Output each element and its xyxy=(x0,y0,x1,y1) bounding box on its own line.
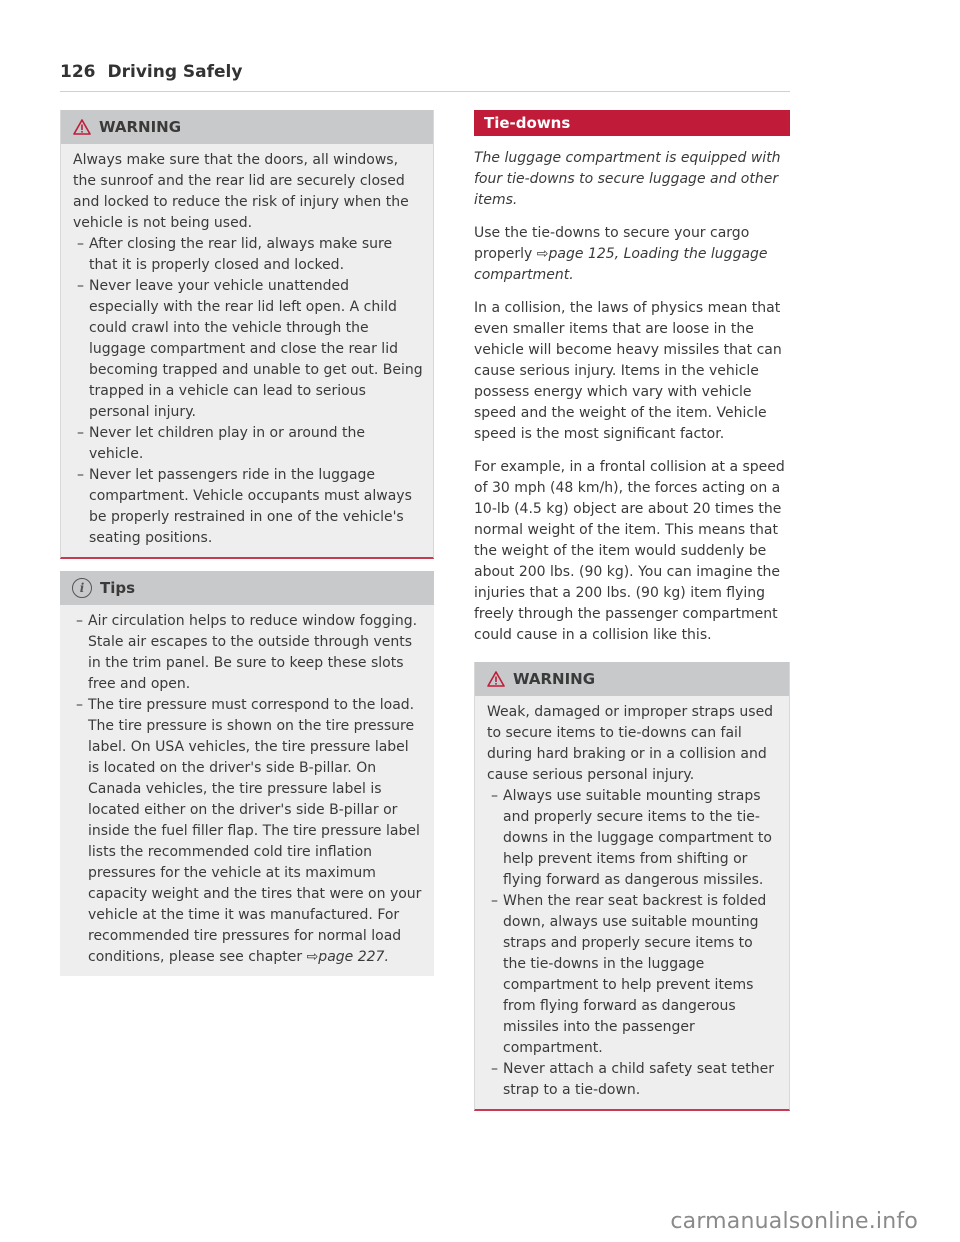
right-column xyxy=(474,110,790,1111)
watermark: carmanualsonline.info xyxy=(670,1209,918,1234)
warning-header xyxy=(475,662,789,696)
warning-header xyxy=(61,110,433,144)
list-item: – Never let passengers ride in the luggage compartment. Vehicle occupants must always be properly restrained in one of the vehicle's seating positions. xyxy=(73,465,423,549)
list-item: – Always use suitable mounting straps and properly secure items to the tie-downs in the luggage compartment to help prevent items from shifting or flying forward as dangerous missiles. xyxy=(487,786,779,891)
section-body xyxy=(474,148,790,646)
tips-item-text: The tire pressure must correspond to the load. The tire pressure is shown on the tire pressure label. On USA vehicles, the tire pressure label is located on the driver's side B-pillar. On Canada vehicles, the tire pressure label is located either on the driver's side B-pillar or inside the fuel filler flap. The tire pressure label lists the recommended cold tire inflation pressures for the vehicle at its maximum capacity weight and the tires that were on your vehicle at the time it was manufactured. For recommended tire pressures for normal load conditions, please see chapter xyxy=(88,697,422,965)
section-title: Tie-downs xyxy=(474,110,790,136)
list-item: – Never attach a child safety seat tether strap to a tie-down. xyxy=(487,1059,779,1101)
list-item: – After closing the rear lid, always make sure that it is properly closed and locked. xyxy=(73,234,423,276)
warning-list xyxy=(73,234,423,549)
warning-intro: Always make sure that the doors, all windows, the sunroof and the rear lid are securely closed and locked to reduce the risk of injury when the vehicle is not being used. xyxy=(73,152,409,231)
paragraph: In a collision, the laws of physics mean that even smaller items that are loose in the vehicle will become heavy missiles that can cause serious injury. Items in the vehicle possess energy which vary with vehicle speed and the weight of the item. Vehicle speed is the most significant factor. xyxy=(474,300,782,442)
paragraph: For example, in a frontal collision at a speed of 30 mph (48 km/h), the forces acting on a 10-lb (4.5 kg) object are about 20 times the normal weight of the item. This means that the weight of the item would suddenly be about 200 lbs. (90 kg). You can imagine the injuries that a 200 lbs. (90 kg) item flying freely through the passenger compartment could cause in a collision like this. xyxy=(474,459,785,643)
paragraph-text: Use the tie-downs to secure your cargo properly xyxy=(474,225,750,262)
paragraph xyxy=(474,223,790,286)
warning-body xyxy=(61,144,433,557)
warning-box-doors xyxy=(60,110,434,559)
left-column xyxy=(60,110,434,976)
tips-header xyxy=(60,571,434,605)
info-icon: i xyxy=(72,578,92,598)
tips-box xyxy=(60,571,434,976)
tips-body xyxy=(60,605,434,976)
warning-box-tie-downs xyxy=(474,662,790,1111)
lead-paragraph: The luggage compartment is equipped with four tie-downs to secure luggage and other items. xyxy=(474,150,781,208)
tips-title: Tips xyxy=(100,579,136,597)
list-item: – Never leave your vehicle unattended especially with the rear lid left open. A child could crawl into the vehicle through the luggage compartment and close the rear lid becoming trapped and unable to get out. Being trapped in a vehicle can lead to serious personal injury. xyxy=(73,276,423,423)
warning-triangle-icon xyxy=(487,671,505,687)
warning-triangle-icon xyxy=(73,119,91,135)
warning-title: WARNING xyxy=(513,670,596,688)
page-number: 126 xyxy=(60,62,96,82)
list-item: – Never let children play in or around the vehicle. xyxy=(73,423,423,465)
list-item: – Air circulation helps to reduce window fogging. Stale air escapes to the outside through vents in the trim panel. Be sure to keep these slots free and open. xyxy=(72,611,424,695)
warning-intro: Weak, damaged or improper straps used to secure items to tie-downs can fail during hard braking or in a collision and cause serious personal injury. xyxy=(487,704,774,783)
page-reference-link[interactable]: ⇨page 227. xyxy=(306,949,389,965)
chapter-title: Driving Safely xyxy=(107,62,243,82)
warning-title: WARNING xyxy=(99,118,182,136)
page-reference-link[interactable]: ⇨page 125, Loading the luggage compartment. xyxy=(474,246,768,283)
list-item: – When the rear seat backrest is folded down, always use suitable mounting straps and properly secure items to the tie-downs in the luggage compartment to help prevent items from flying forward as dangerous missiles into the passenger compartment. xyxy=(487,891,779,1059)
warning-list xyxy=(487,786,779,1101)
warning-body xyxy=(475,696,789,1109)
list-item xyxy=(72,695,424,968)
tips-list xyxy=(72,611,424,968)
page-header xyxy=(60,62,790,92)
